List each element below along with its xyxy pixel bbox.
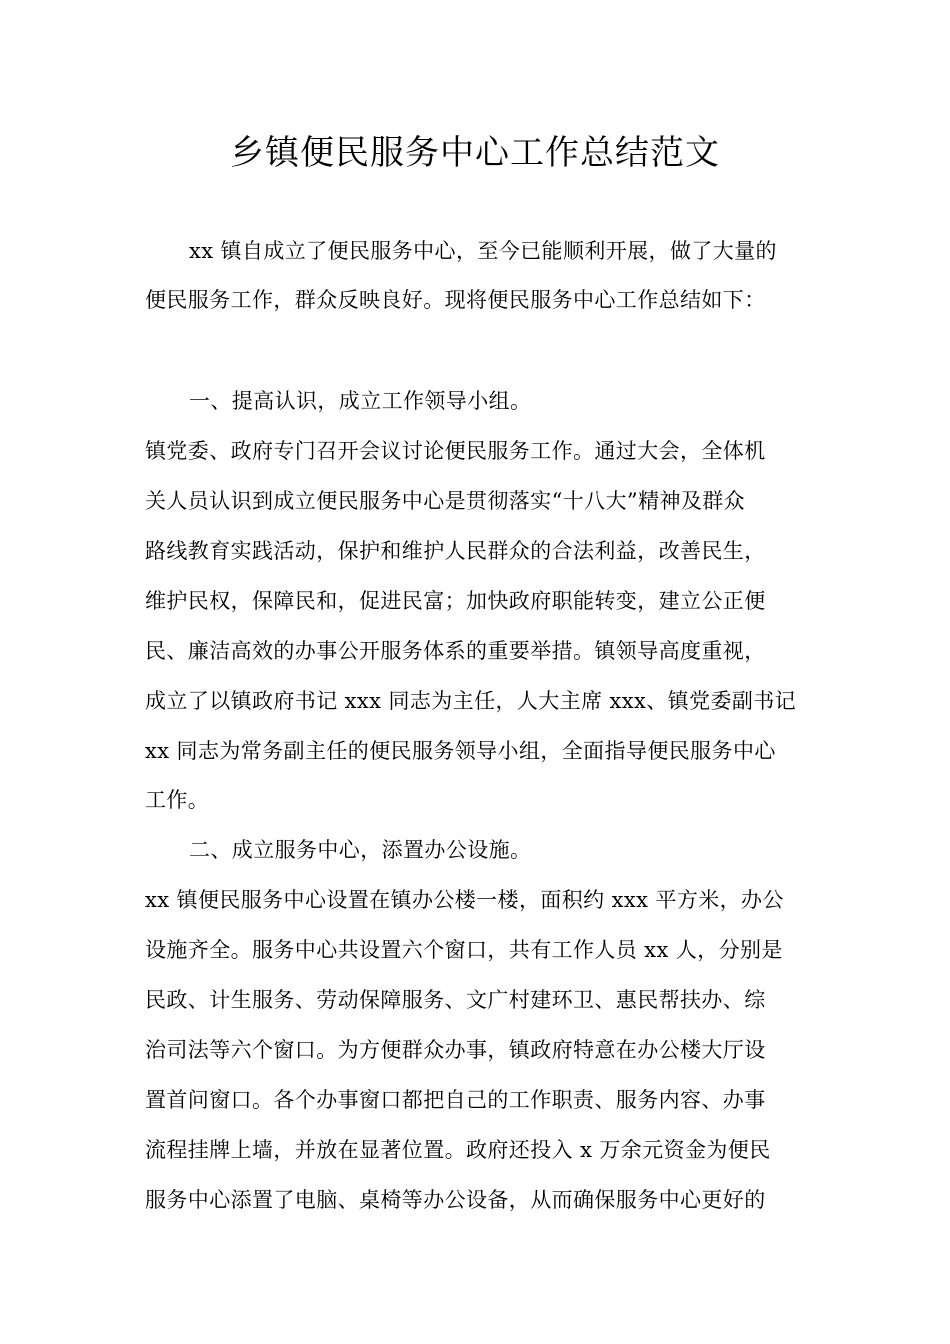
paragraph-line: 民、廉洁高效的办事公开服务体系的重要举措。镇领导高度重视， xyxy=(145,639,766,663)
paragraph-line: 镇党委、政府专门召开会议讨论便民服务工作。通过大会，全体机 xyxy=(145,439,766,463)
paragraph-line: xx 同志为常务副主任的便民服务领导小组，全面指导便民服务中心 xyxy=(145,739,776,763)
paragraph-line: 维护民权，保障民和，促进民富；加快政府职能转变，建立公正便 xyxy=(145,589,766,613)
paragraph-line: 便民服务工作，群众反映良好。现将便民服务中心工作总结如下： xyxy=(145,288,766,312)
document-title: 乡镇便民服务中心工作总结范文 xyxy=(230,133,720,173)
section-heading: 一、提高认识，成立工作领导小组。 xyxy=(189,389,532,413)
paragraph-line: 设施齐全。服务中心共设置六个窗口，共有工作人员 xx 人，分别是 xyxy=(145,938,783,962)
paragraph-line: 流程挂牌上墙，并放在显著位置。政府还投入 x 万余元资金为便民 xyxy=(145,1138,771,1162)
paragraph-line: 路线教育实践活动，保护和维护人民群众的合法利益，改善民生， xyxy=(145,539,766,563)
paragraph-line: 服务中心添置了电脑、桌椅等办公设备，从而确保服务中心更好的 xyxy=(145,1188,766,1212)
paragraph-line: xx 镇自成立了便民服务中心，至今已能顺利开展，做了大量的 xyxy=(189,239,777,263)
paragraph-line: 关人员认识到成立便民服务中心是贯彻落实“十八大”精神及群众 xyxy=(145,489,746,513)
paragraph-line: 置首问窗口。各个办事窗口都把自己的工作职责、服务内容、办事 xyxy=(145,1088,766,1112)
paragraph-line: 民政、计生服务、劳动保障服务、文广村建环卫、惠民帮扶办、综 xyxy=(145,988,766,1012)
paragraph-line: xx 镇便民服务中心设置在镇办公楼一楼，面积约 xxx 平方米，办公 xyxy=(145,888,784,912)
paragraph-line: 成立了以镇政府书记 xxx 同志为主任，人大主席 xxx、镇党委副书记 xyxy=(145,689,797,713)
paragraph-line: 工作。 xyxy=(145,788,210,812)
section-heading: 二、成立服务中心，添置办公设施。 xyxy=(189,838,532,862)
paragraph-line: 治司法等六个窗口。为方便群众办事，镇政府特意在办公楼大厅设 xyxy=(145,1038,766,1062)
